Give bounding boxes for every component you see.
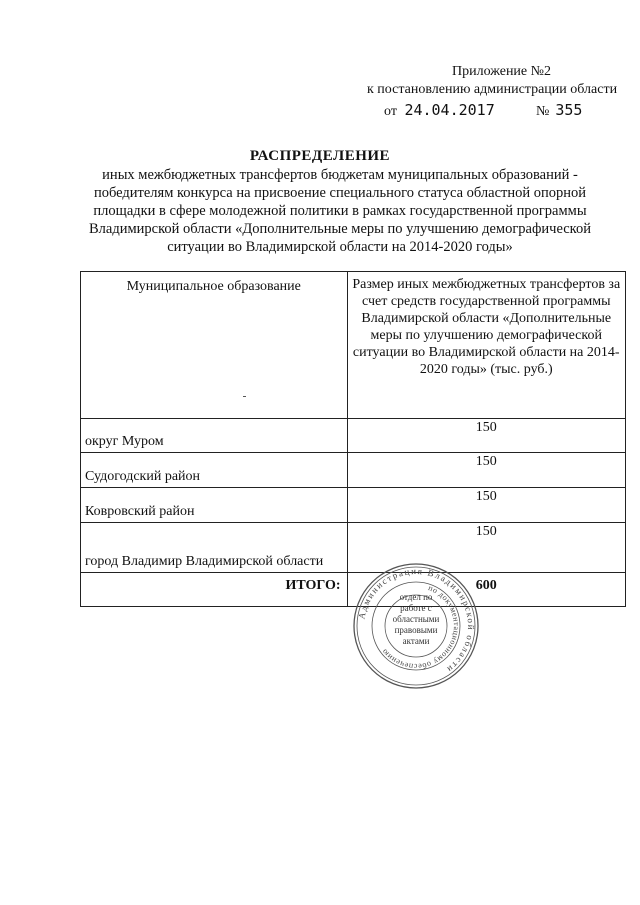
amount-cell: 150 <box>347 419 626 453</box>
appendix-title: Приложение №2 <box>452 64 551 79</box>
number-prefix: № <box>536 104 550 119</box>
svg-text:Администрация Владимирской обл: Администрация Владимирской области <box>356 565 477 676</box>
amount-cell: 150 <box>347 523 626 573</box>
distribution-table <box>80 271 626 607</box>
decree-number: 355 <box>555 101 583 119</box>
municipality-cell: город Владимир Владимирской области <box>81 523 348 573</box>
decree-date: 24.04.2017 <box>404 101 495 119</box>
svg-text:по документационному обеспечен: по документационному обеспечению <box>379 583 462 672</box>
municipality-cell: Ковровский район <box>81 488 348 523</box>
total-value: 600 <box>347 573 626 607</box>
stamp-center-text: отдел по работе с областными правовыми актами <box>392 592 440 646</box>
scan-speck <box>243 396 246 397</box>
municipality-cell: Судогодский район <box>81 453 348 488</box>
official-stamp <box>352 562 480 690</box>
municipality-cell: округ Муром <box>81 419 348 453</box>
table-header-row <box>81 272 626 419</box>
document-title: РАСПРЕДЕЛЕНИЕ <box>249 148 391 164</box>
header-municipality: Муниципальное образование <box>81 272 348 419</box>
table-row <box>81 419 626 453</box>
header-amount: Размер иных межбюджетных трансфертов за счет средств государственной программы Владимирской области «Дополнительные меры по улучшению демографической ситуации во Владимирской области на 2014-2020 годы» (тыс. руб.) <box>347 272 626 419</box>
appendix-reference: к постановлению администрации области <box>367 82 618 97</box>
decree-number-group <box>536 101 582 120</box>
amount-cell: 150 <box>347 488 626 523</box>
table-row <box>81 453 626 488</box>
table-row <box>81 488 626 523</box>
amount-cell: 150 <box>347 453 626 488</box>
date-prefix: от <box>384 104 397 119</box>
total-label: ИТОГО: <box>81 573 348 607</box>
document-subtitle: иных межбюджетных трансфертов бюджетам муниципальных образований - победителям конкурса на присвоение специального статуса областной опорной площадки в сфере молодежной политики в рамках государственной программы Владимирской области «Дополнительные меры по улучшению демографической ситуации во Владимирской области на 2014-2020 годы» <box>89 167 591 255</box>
appendix-date-line <box>384 101 583 120</box>
